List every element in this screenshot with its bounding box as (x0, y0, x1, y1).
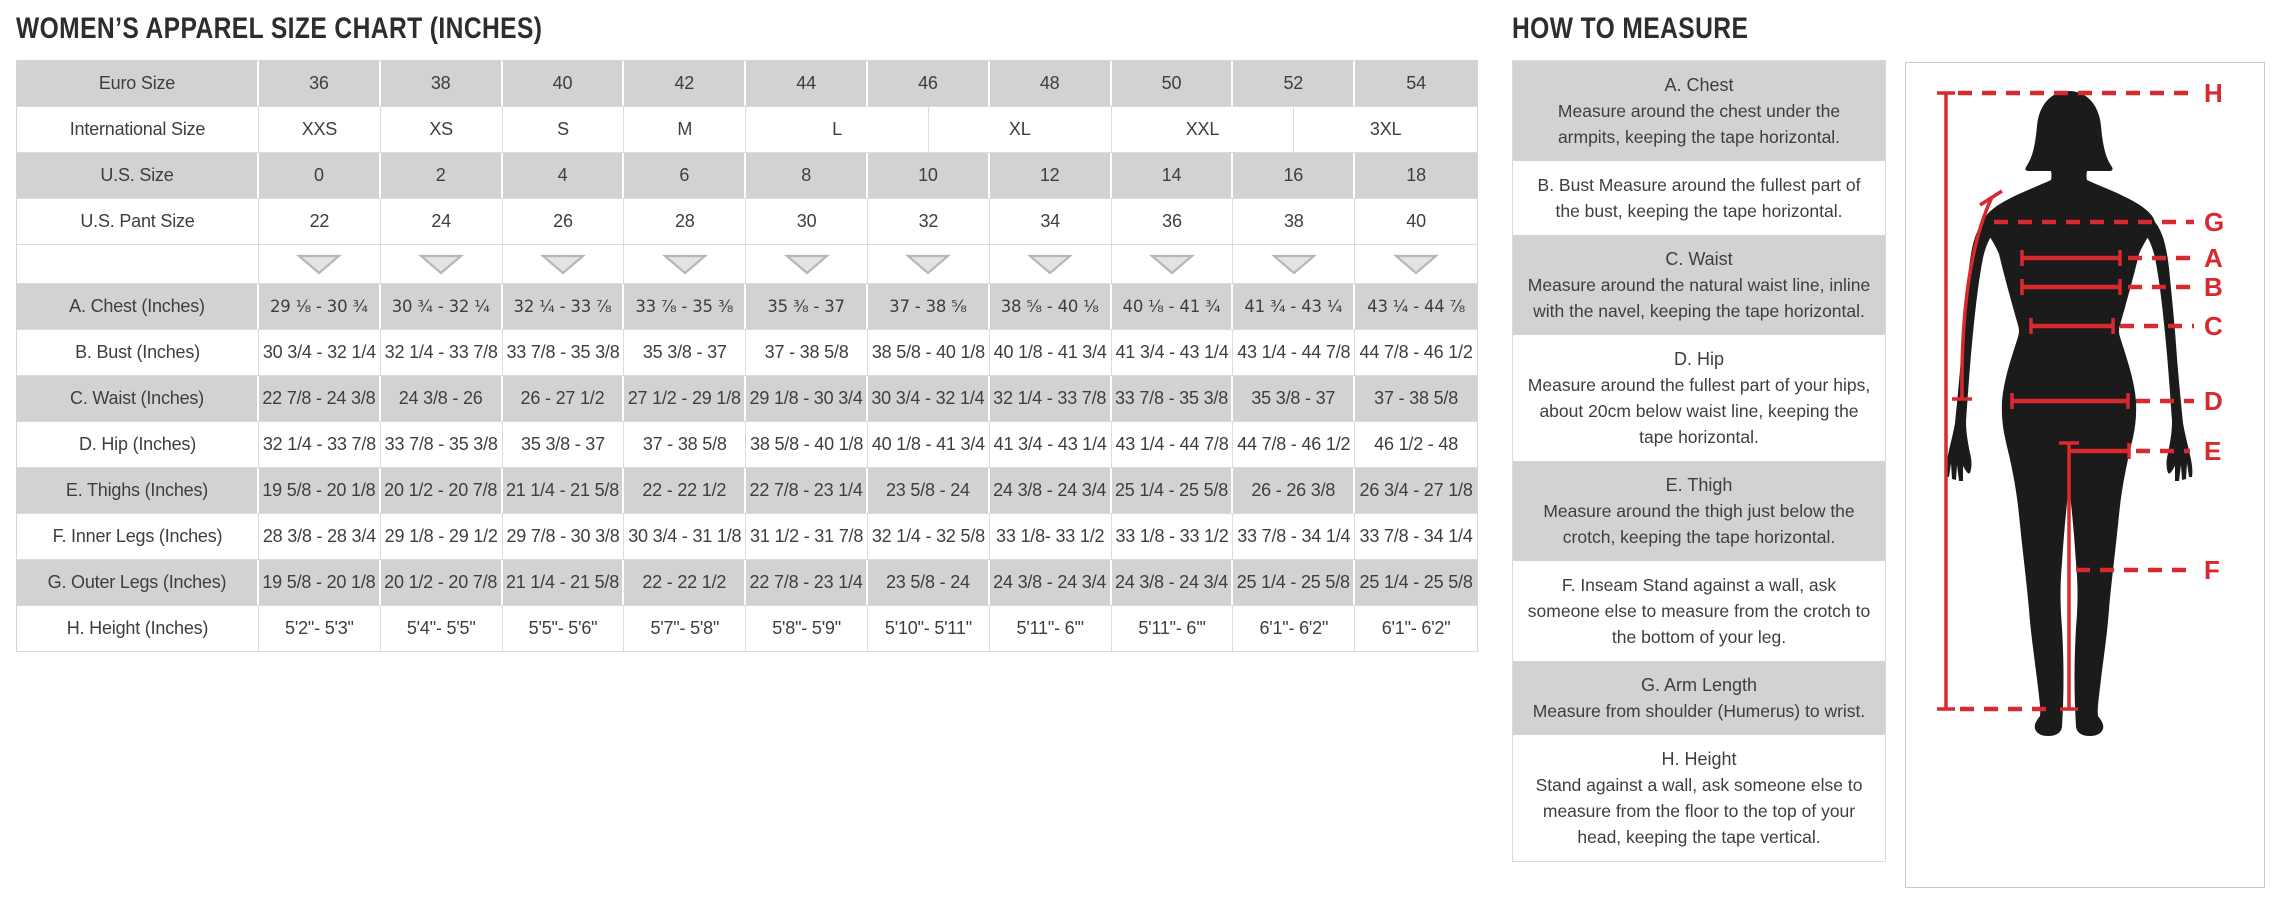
table-cell: 5'4"- 5'5" (381, 606, 503, 651)
down-arrow-icon (418, 253, 464, 275)
instruction-body: Measure around the fullest part of your hips, about 20cm below waist line, keeping the tape horizontal. (1527, 375, 1871, 447)
table-cell: 33 1/8- 33 1/2 (990, 514, 1112, 559)
table-cell: 33 7/8 - 35 3/8 (503, 330, 625, 375)
table-cell: 42 (624, 61, 746, 106)
instruction-heading: E. Thigh (1665, 475, 1733, 495)
table-cell: 38 5/8 - 40 1/8 (746, 422, 868, 467)
row-label: U.S. Size (17, 153, 259, 198)
table-row (17, 606, 1477, 652)
table-cell: 16 (1233, 153, 1355, 198)
table-cell: 26 - 27 1/2 (503, 376, 625, 421)
measure-instruction-section (1513, 561, 1885, 661)
how-to-measure-title-text: HOW TO MEASURE (1512, 12, 1749, 45)
measure-instruction-section (1513, 335, 1885, 461)
table-cell: 36 (1112, 199, 1234, 244)
table-cell: 35 3/8 - 37 (624, 330, 746, 375)
table-cell: 33 7/8 - 34 1/4 (1233, 514, 1355, 559)
down-arrow-icon (540, 253, 586, 275)
table-cell: 5'8"- 5'9" (746, 606, 868, 651)
table-cell: 28 3/8 - 28 3/4 (259, 514, 381, 559)
arrow-cell (624, 245, 746, 283)
row-label: E. Thighs (Inches) (17, 468, 259, 513)
table-cell: XS (381, 107, 503, 152)
instruction-heading: C. Waist (1665, 249, 1733, 269)
table-row (17, 284, 1477, 330)
table-cell: 19 5/8 - 20 1/8 (259, 560, 381, 605)
table-cell: 20 1/2 - 20 7/8 (381, 560, 503, 605)
table-cell: 24 3/8 - 24 3/4 (1112, 560, 1234, 605)
table-cell: 40 ¹⁄₈ - 41 ³⁄₄ (1112, 284, 1234, 329)
row-label: Euro Size (17, 61, 259, 106)
instruction-heading: G. Arm Length (1640, 675, 1758, 695)
instruction-body: Measure around the natural waist line, inline with the navel, keeping the tape horizontal. (1527, 275, 1871, 321)
table-cell: 44 7/8 - 46 1/2 (1233, 422, 1355, 467)
table-cell: 50 (1112, 61, 1234, 106)
table-cell: 37 - 38 5/8 (624, 422, 746, 467)
size-table (16, 60, 1478, 652)
table-cell: XL (929, 107, 1112, 152)
size-chart-panel (16, 12, 1478, 652)
arrow-cell (1233, 245, 1355, 283)
how-to-measure-panel (1512, 12, 2264, 862)
table-cell: 5'11"- 6'" (990, 606, 1112, 651)
instruction-body: Measure around the chest under the armpits, keeping the tape horizontal. (1557, 101, 1841, 147)
row-label: U.S. Pant Size (17, 199, 259, 244)
right-arm-silhouette (2146, 222, 2192, 481)
table-cell: 6'1"- 6'2" (1355, 606, 1477, 651)
table-cell: 35 3/8 - 37 (1233, 376, 1355, 421)
table-cell: 29 7/8 - 30 3/8 (503, 514, 625, 559)
table-cell: 5'7"- 5'8" (624, 606, 746, 651)
table-cell: 12 (990, 153, 1112, 198)
table-cell: 43 1/4 - 44 7/8 (1112, 422, 1234, 467)
table-cell: 22 7/8 - 23 1/4 (746, 468, 868, 513)
measure-instruction-section (1513, 735, 1885, 861)
table-cell: 33 ⁷⁄₈ - 35 ³⁄₈ (624, 284, 746, 329)
table-cell: 21 1/4 - 21 5/8 (503, 468, 625, 513)
table-cell: 5'5"- 5'6" (503, 606, 625, 651)
table-cell: 24 (381, 199, 503, 244)
diagram-label-G: G (2204, 207, 2225, 237)
instruction-heading: A. Chest (1664, 75, 1734, 95)
table-cell: 43 ¹⁄₄ - 44 ⁷⁄₈ (1355, 284, 1477, 329)
table-cell: 26 - 26 3/8 (1233, 468, 1355, 513)
instruction-body: B. Bust Measure around the fullest part of the bust, keeping the tape horizontal. (1537, 175, 1861, 221)
left-arm-silhouette (1946, 222, 1992, 481)
table-row (17, 376, 1477, 422)
table-cell: 43 1/4 - 44 7/8 (1233, 330, 1355, 375)
diagram-label-C: C (2204, 311, 2223, 341)
table-cell: 24 3/8 - 26 (381, 376, 503, 421)
instruction-body: Measure from shoulder (Humerus) to wrist. (1532, 701, 1866, 721)
table-cell: 2 (381, 153, 503, 198)
table-cell: 54 (1355, 61, 1477, 106)
arrow-cell (503, 245, 625, 283)
body-silhouette-figure (1906, 63, 2264, 887)
table-cell: 44 (746, 61, 868, 106)
instruction-body: Measure around the thigh just below the crotch, keeping the tape horizontal. (1543, 501, 1855, 547)
row-label: G. Outer Legs (Inches) (17, 560, 259, 605)
table-cell: 4 (503, 153, 625, 198)
table-cell: 23 5/8 - 24 (868, 468, 990, 513)
measure-instruction-section (1513, 661, 1885, 735)
measurement-diagram (1905, 62, 2265, 888)
down-arrow-icon (1027, 253, 1073, 275)
table-row (17, 422, 1477, 468)
down-arrow-icon (1271, 253, 1317, 275)
row-label: B. Bust (Inches) (17, 330, 259, 375)
table-cell: 33 7/8 - 34 1/4 (1355, 514, 1477, 559)
table-cell: 20 1/2 - 20 7/8 (381, 468, 503, 513)
arrow-cell (259, 245, 381, 283)
down-arrow-icon (1393, 253, 1439, 275)
diagram-label-A: A (2204, 243, 2223, 273)
table-cell: 5'2"- 5'3" (259, 606, 381, 651)
measure-instruction-section (1513, 235, 1885, 335)
instruction-heading: D. Hip (1673, 349, 1724, 369)
arrow-cell (1112, 245, 1234, 283)
table-cell: 30 (746, 199, 868, 244)
table-cell: 6 (624, 153, 746, 198)
table-cell: 46 (868, 61, 990, 106)
table-cell: 32 1/4 - 33 7/8 (259, 422, 381, 467)
row-label (17, 245, 259, 283)
table-cell: 29 ¹⁄₈ - 30 ³⁄₄ (259, 284, 381, 329)
table-cell: 30 3/4 - 32 1/4 (259, 330, 381, 375)
arrow-cell (746, 245, 868, 283)
table-cell: 32 1/4 - 32 5/8 (868, 514, 990, 559)
arrow-cell (1355, 245, 1477, 283)
instruction-heading: H. Height (1661, 749, 1737, 769)
table-cell: M (624, 107, 746, 152)
table-cell: 40 (503, 61, 625, 106)
measure-instruction-section (1513, 461, 1885, 561)
table-cell: 30 ³⁄₄ - 32 ¹⁄₄ (381, 284, 503, 329)
table-cell: 38 (381, 61, 503, 106)
table-cell: 31 1/2 - 31 7/8 (746, 514, 868, 559)
table-cell: 24 3/8 - 24 3/4 (990, 468, 1112, 513)
table-row (17, 468, 1477, 514)
table-cell: 32 1/4 - 33 7/8 (990, 376, 1112, 421)
table-cell: XXL (1112, 107, 1295, 152)
table-cell: 22 - 22 1/2 (624, 560, 746, 605)
row-label: International Size (17, 107, 259, 152)
how-to-measure-title (1512, 12, 2264, 46)
table-cell: 5'10"- 5'11" (868, 606, 990, 651)
table-cell: 32 1/4 - 33 7/8 (381, 330, 503, 375)
table-cell: 40 1/8 - 41 3/4 (990, 330, 1112, 375)
table-cell: 3XL (1294, 107, 1477, 152)
table-cell: 41 3/4 - 43 1/4 (990, 422, 1112, 467)
table-cell: 33 7/8 - 35 3/8 (381, 422, 503, 467)
table-cell: 14 (1112, 153, 1234, 198)
row-label: F. Inner Legs (Inches) (17, 514, 259, 559)
table-cell: 8 (746, 153, 868, 198)
table-cell: 22 7/8 - 23 1/4 (746, 560, 868, 605)
measure-instruction-section (1513, 61, 1885, 161)
table-cell: 22 7/8 - 24 3/8 (259, 376, 381, 421)
table-cell: 40 (1355, 199, 1477, 244)
table-cell: 38 ⁵⁄₈ - 40 ¹⁄₈ (990, 284, 1112, 329)
table-cell: 30 3/4 - 31 1/8 (624, 514, 746, 559)
table-cell: 40 1/8 - 41 3/4 (868, 422, 990, 467)
table-cell: 26 3/4 - 27 1/8 (1355, 468, 1477, 513)
table-cell: 48 (990, 61, 1112, 106)
table-cell: 22 (259, 199, 381, 244)
row-label: D. Hip (Inches) (17, 422, 259, 467)
table-cell: 32 ¹⁄₄ - 33 ⁷⁄₈ (503, 284, 625, 329)
size-chart-title-text: WOMEN’S APPAREL SIZE CHART (INCHES) (16, 12, 543, 45)
measure-instructions-list (1512, 60, 1886, 862)
table-row (17, 153, 1477, 199)
table-row (17, 330, 1477, 376)
table-cell: 44 7/8 - 46 1/2 (1355, 330, 1477, 375)
table-cell: 28 (624, 199, 746, 244)
down-arrow-icon (662, 253, 708, 275)
table-cell: 41 ³⁄₄ - 43 ¹⁄₄ (1233, 284, 1355, 329)
table-cell: 0 (259, 153, 381, 198)
table-cell: 27 1/2 - 29 1/8 (624, 376, 746, 421)
table-row (17, 199, 1477, 245)
size-chart-title (16, 12, 1478, 46)
table-cell: 25 1/4 - 25 5/8 (1233, 560, 1355, 605)
row-label: A. Chest (Inches) (17, 284, 259, 329)
table-cell: 10 (868, 153, 990, 198)
table-cell: L (746, 107, 929, 152)
table-cell: 33 7/8 - 35 3/8 (1112, 376, 1234, 421)
instruction-body: Stand against a wall, ask someone else to measure from the floor to the top of your head, keeping the tape vertical. (1535, 775, 1863, 847)
row-label: H. Height (Inches) (17, 606, 259, 651)
table-cell: 19 5/8 - 20 1/8 (259, 468, 381, 513)
table-cell: 22 - 22 1/2 (624, 468, 746, 513)
table-cell: 37 - 38 5/8 (746, 330, 868, 375)
down-arrow-icon (905, 253, 951, 275)
table-row (17, 107, 1477, 153)
instruction-body: F. Inseam Stand against a wall, ask someone else to measure from the crotch to the bottom of your leg. (1527, 575, 1871, 647)
table-cell: 38 5/8 - 40 1/8 (868, 330, 990, 375)
table-cell: 24 3/8 - 24 3/4 (990, 560, 1112, 605)
table-cell: 35 3/8 - 37 (503, 422, 625, 467)
table-row (17, 61, 1477, 107)
arrow-cell (868, 245, 990, 283)
arrow-cell (990, 245, 1112, 283)
table-cell: 33 1/8 - 33 1/2 (1112, 514, 1234, 559)
table-cell: 6'1"- 6'2" (1233, 606, 1355, 651)
diagram-label-D: D (2204, 386, 2223, 416)
table-cell: 18 (1355, 153, 1477, 198)
table-cell: 25 1/4 - 25 5/8 (1112, 468, 1234, 513)
diagram-label-B: B (2204, 272, 2223, 302)
arrow-cell (381, 245, 503, 283)
table-cell: 26 (503, 199, 625, 244)
table-cell: 37 - 38 ⁵⁄₈ (868, 284, 990, 329)
down-arrow-icon (784, 253, 830, 275)
down-arrow-icon (296, 253, 342, 275)
table-cell: 23 5/8 - 24 (868, 560, 990, 605)
measure-instruction-section (1513, 161, 1885, 235)
table-cell: 21 1/4 - 21 5/8 (503, 560, 625, 605)
diagram-label-F: F (2204, 555, 2220, 585)
down-arrow-icon (1149, 253, 1195, 275)
table-cell: 5'11"- 6'" (1112, 606, 1234, 651)
table-cell: 25 1/4 - 25 5/8 (1355, 560, 1477, 605)
table-row (17, 514, 1477, 560)
table-cell: 52 (1233, 61, 1355, 106)
table-cell: S (503, 107, 625, 152)
table-cell: 36 (259, 61, 381, 106)
diagram-label-E: E (2204, 436, 2222, 466)
table-cell: 34 (990, 199, 1112, 244)
table-cell: XXS (259, 107, 381, 152)
table-cell: 38 (1233, 199, 1355, 244)
table-row (17, 245, 1477, 284)
table-cell: 32 (868, 199, 990, 244)
table-cell: 46 1/2 - 48 (1355, 422, 1477, 467)
table-row (17, 560, 1477, 606)
table-cell: 29 1/8 - 29 1/2 (381, 514, 503, 559)
row-label: C. Waist (Inches) (17, 376, 259, 421)
diagram-label-H: H (2204, 78, 2223, 108)
table-cell: 35 ³⁄₈ - 37 (746, 284, 868, 329)
table-cell: 30 3/4 - 32 1/4 (868, 376, 990, 421)
table-cell: 29 1/8 - 30 3/4 (746, 376, 868, 421)
table-cell: 37 - 38 5/8 (1355, 376, 1477, 421)
table-cell: 41 3/4 - 43 1/4 (1112, 330, 1234, 375)
